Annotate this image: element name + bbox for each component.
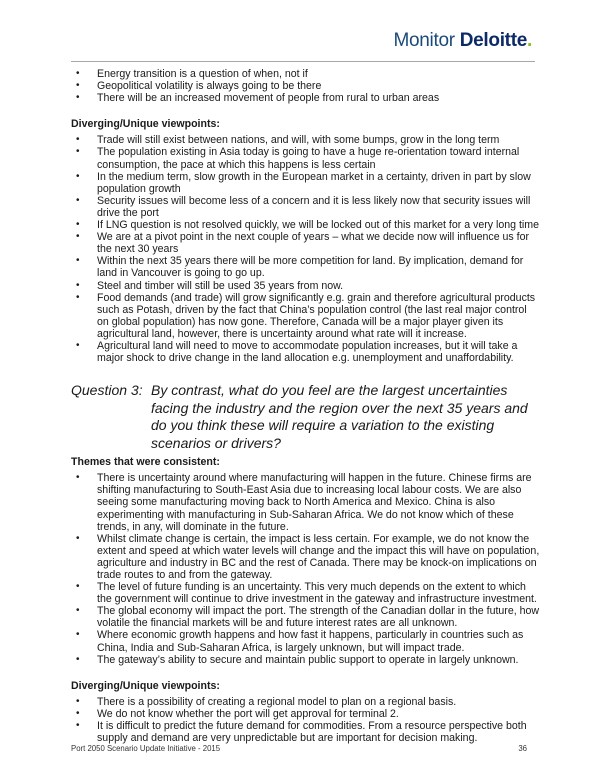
list-item: • The gateway’s ability to secure and maintain public support to operate in largely unknown.: [71, 654, 541, 666]
list-item: • We do not know whether the port will get approval for terminal 2.: [71, 708, 541, 720]
list-item: • The population existing in Asia today is going to have a huge re-orientation toward internal consumption, the pace at which this happens is less certain: [71, 146, 541, 170]
list-item: • We are at a pivot point in the next couple of years – what we decide now will influence us for the next 30 years: [71, 231, 541, 255]
list-item: • Trade will still exist between nations, and will, with some bumps, grow in the long term: [71, 134, 541, 146]
diverging-viewpoints-list: [71, 134, 541, 364]
logo-deloitte-text: Deloitte: [459, 30, 528, 51]
list-item: • There is a possibility of creating a regional model to plan on a regional basis.: [71, 696, 541, 708]
logo-monitor-text: Monitor: [393, 30, 455, 51]
monitor-deloitte-logo: [393, 30, 532, 52]
diverging-viewpoints-heading-q3: Diverging/Unique viewpoints:: [71, 679, 220, 692]
list-item: • There is uncertainty around where manufacturing will happen in the future. Chinese firms are shifting manufacturing to South-East Asia due to increasing local labour costs. We are also seeing some manufacturing moving back to North America and Mexico. China is also experimenting with manufacturing in Sub-Saharan Africa. We do not know which of these trends, in any, will dominate in the future.: [71, 472, 541, 532]
list-item: • In the medium term, slow growth in the European market in a certainty, driven in part by slow population growth: [71, 171, 541, 195]
list-item: • The global economy will impact the port. The strength of the Canadian dollar in the future, how volatile the financial markets will be and future interest rates are all unknown.: [71, 605, 541, 629]
list-item: • Where economic growth happens and how fast it happens, particularly in countries such as China, India and Sub-Saharan Africa, is largely unknown, but will impact trade.: [71, 629, 541, 653]
list-item: • The level of future funding is an uncertainty. This very much depends on the extent to which the government will continue to drive investment in the gateway and infrastructure investment.: [71, 581, 541, 605]
question-text: By contrast, what do you feel are the largest uncertainties facing the industry and the region over the next 35 years and do you think these will require a variation to the existing scenarios or drivers?: [151, 382, 528, 451]
footer-title: Port 2050 Scenario Update Initiative - 2015: [71, 744, 221, 753]
logo-green-dot: .: [527, 30, 532, 51]
list-item: • Agricultural land will need to move to accommodate population increases, but it will take a major shock to drive change in the land allocation e.g. unemployment and unaffordability.: [71, 340, 541, 364]
page-number: 36: [518, 744, 527, 753]
consistent-themes-list-continued: [71, 68, 541, 104]
list-item: • There will be an increased movement of people from rural to urban areas: [71, 92, 541, 104]
list-item: • Security issues will become less of a concern and it is less likely now that security issues will drive the port: [71, 195, 541, 219]
diverging-viewpoints-heading: Diverging/Unique viewpoints:: [71, 118, 220, 131]
list-item: • Steel and timber will still be used 35 years from now.: [71, 280, 541, 292]
list-item: • Within the next 35 years there will be more competition for land. By implication, demand for land in Vancouver is going to go up.: [71, 255, 541, 279]
header-divider: [71, 61, 535, 62]
question-3: [71, 382, 541, 452]
consistent-themes-heading: Themes that were consistent:: [71, 456, 220, 469]
list-item: • It is difficult to predict the future demand for commodities. From a resource perspective both supply and demand are very unpredictable but are important for decision making.: [71, 720, 541, 744]
page-content: [71, 68, 541, 744]
question-label: Question 3:: [71, 382, 143, 399]
diverging-viewpoints-list-q3: [71, 696, 541, 744]
list-item: • Food demands (and trade) will grow significantly e.g. grain and therefore agricultural products such as Potash, driven by the fact that China’s population control (the last real major control on global population) has now gone. Therefore, Canada will be a major player given its agricultural land, however, there is uncertainty around what rate will it increase.: [71, 292, 541, 340]
consistent-themes-list: [71, 472, 541, 666]
list-item: • Geopolitical volatility is always going to be there: [71, 80, 541, 92]
page-footer: [71, 744, 527, 753]
list-item: • If LNG question is not resolved quickly, we will be locked out of this market for a very long time: [71, 219, 541, 231]
list-item: • Energy transition is a question of when, not if: [71, 68, 541, 80]
list-item: • Whilst climate change is certain, the impact is less certain. For example, we do not know the extent and speed at which water levels will change and the impact this will have on population, agriculture and industry in BC and the rest of Canada. There may be knock-on implications on trade routes to and from the gateway.: [71, 533, 541, 581]
